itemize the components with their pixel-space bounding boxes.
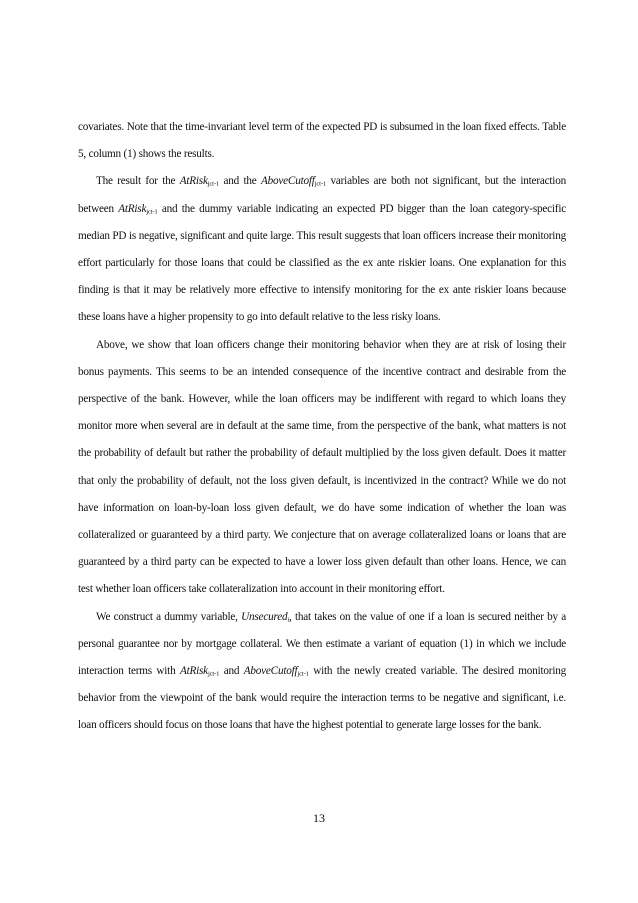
paragraph — [78, 168, 566, 331]
paragraph — [78, 332, 566, 604]
paragraph — [78, 604, 566, 740]
text-run: with the newly created variable. The desired monitoring behavior from the viewpoint of the bank would require the interaction terms to be negative and significant, i.e. loan officers should focus on those loans that have the highest potential to generate large losses for the bank. — [78, 665, 567, 732]
text-run: variables are both not significant, but the interaction between — [78, 175, 566, 215]
text-run: and — [219, 665, 244, 678]
math-subscript: jct-1 — [207, 670, 220, 678]
math-variable: AboveCutoff — [260, 175, 315, 188]
math-variable: AboveCutoff — [243, 665, 298, 678]
text-run: , that takes on the value of one if a loan is secured neither by a personal guarantee nor by mortgage collateral. We then estimate a variant of equation (1) in which we include interaction terms with — [78, 610, 566, 678]
math-variable: AtRisk — [179, 175, 208, 188]
page-number: 13 — [313, 811, 325, 825]
text-run: Above, we show that loan officers change their monitoring behavior when they are at risk of losing their bonus payments. This seems to be an intended consequence of the incentive contract and desirable from the perspective of the bank. However, while the loan officers may be indifferent with regard to which loans they monitor more when several are in default at the same time, from the perspective of the bank, what matters is not the probability of default but rather the probability of default multiplied by the loss given default. Does it matter that only the probability of default, not the loss given default, is incentivized in the contract? While we do not have information on loan-by-loan loss given default, we do have some indication of whether the loan was collateralized or guaranteed by a third party. We conjecture that on average collateralized loans or loans that are guaranteed by a third party can be expected to have a lower loss given default than other loans. Hence, we can test whether loan officers take collateralization into account in their monitoring effort. — [78, 338, 566, 596]
paragraph — [78, 114, 566, 168]
text-run: The result for the — [96, 175, 180, 188]
math-subscript: jct-1 — [297, 670, 309, 678]
math-subscript: jct-1 — [146, 208, 158, 216]
text-run: and the — [219, 175, 261, 188]
text-run: and the dummy variable indicating an expected PD bigger than the loan category-specific median PD is negative, significant and quite large. This result suggests that loan officers increase their monitoring effort particularly for those loans that could be classified as the ex ante riskier loans. One explanation for this finding is that it may be relatively more effective to intensify monitoring for the ex ante riskier loans because these loans have a higher propensity to go into default relative to the less risky loans. — [78, 202, 567, 324]
math-subscript: jct-1 — [207, 181, 220, 189]
math-subscript: jct-1 — [314, 181, 327, 189]
math-subscript: i — [287, 616, 290, 624]
math-variable: Unsecured — [241, 610, 288, 623]
math-variable: AtRisk — [118, 202, 147, 215]
body-text — [78, 114, 566, 740]
math-variable: AtRisk — [179, 665, 208, 678]
text-run: covariates. Note that the time-invariant level term of the expected PD is subsumed in the loan fixed effects. Table 5, column (1) shows the results. — [78, 121, 566, 161]
text-run: We construct a dummy variable, — [96, 610, 242, 623]
